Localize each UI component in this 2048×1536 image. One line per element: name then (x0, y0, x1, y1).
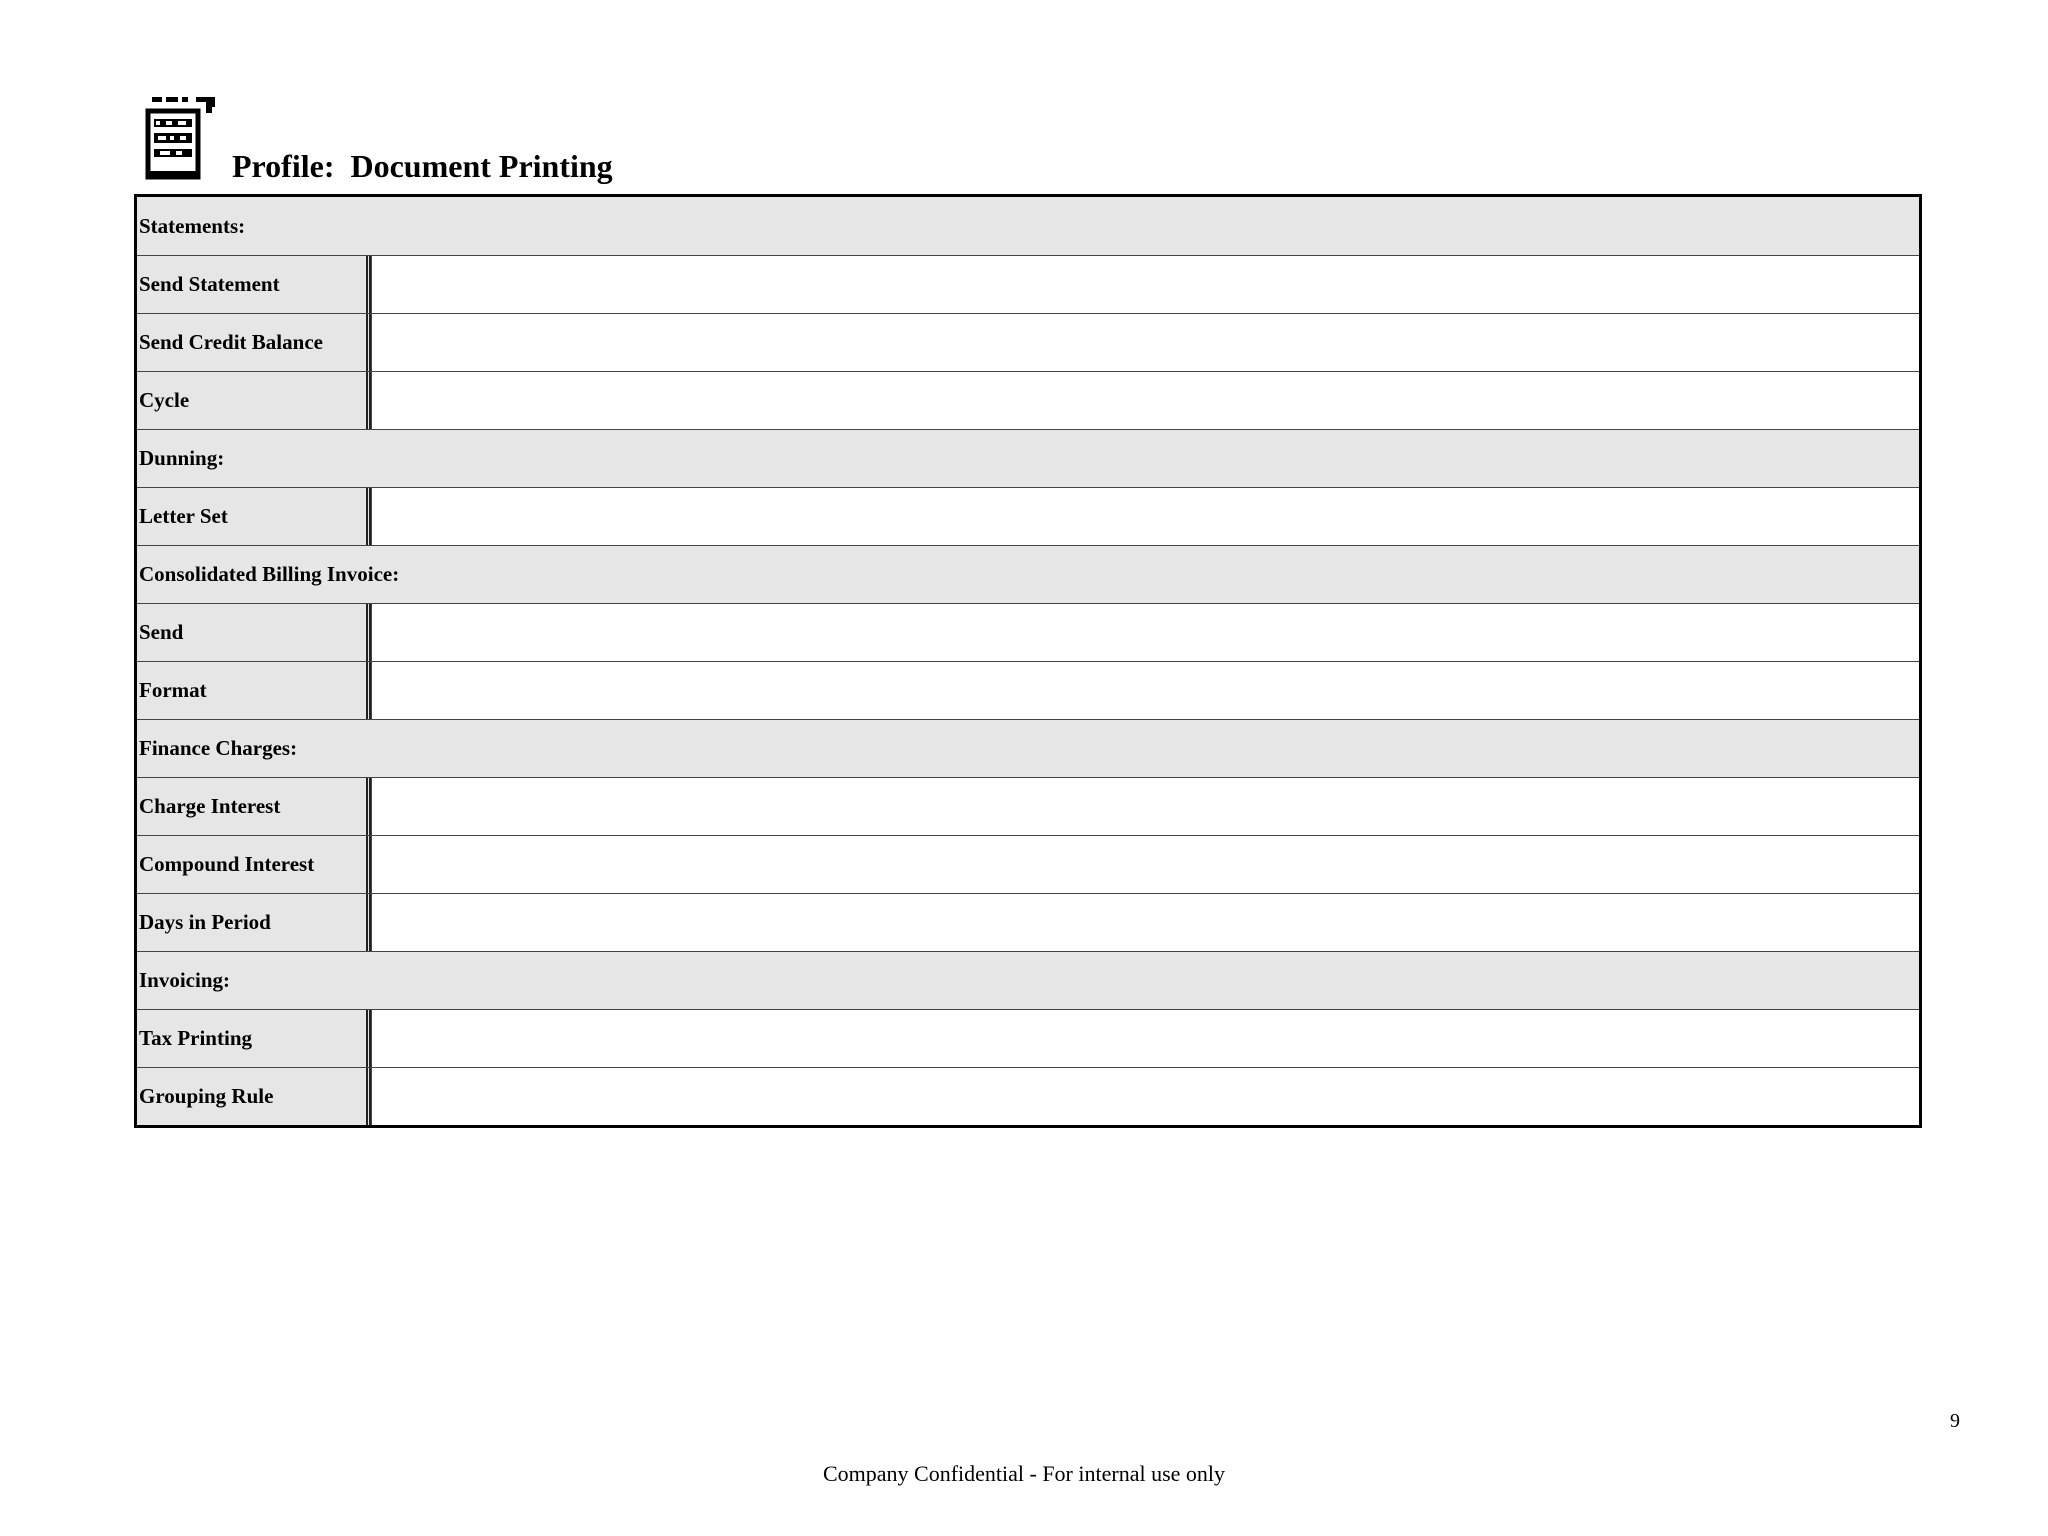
field-label: Send (137, 604, 371, 661)
format-field[interactable] (371, 662, 1919, 719)
field-label: Letter Set (137, 488, 371, 545)
field-label: Tax Printing (137, 1010, 371, 1067)
form-row (137, 313, 1919, 371)
section-header (137, 197, 1919, 255)
page-title: Profile: Document Printing (232, 148, 613, 184)
form-row (137, 1009, 1919, 1067)
form-row (137, 603, 1919, 661)
field-label: Cycle (137, 372, 371, 429)
days-in-period-field[interactable] (371, 894, 1919, 951)
section-header (137, 429, 1919, 487)
field-label: Charge Interest (137, 778, 371, 835)
document-form-icon (140, 97, 232, 183)
section-header (137, 951, 1919, 1009)
profile-form-table (134, 194, 1922, 1128)
section-title: Statements: (139, 213, 246, 238)
tax-printing-field[interactable] (371, 1010, 1919, 1067)
letter-set-field[interactable] (371, 488, 1919, 545)
section-title: Finance Charges: (139, 736, 298, 760)
section-header (137, 545, 1919, 603)
charge-interest-field[interactable] (371, 778, 1919, 835)
form-row (137, 777, 1919, 835)
field-label: Days in Period (137, 894, 371, 951)
form-row (137, 893, 1919, 951)
page-number: 9 (1950, 1410, 1960, 1432)
section-header (137, 719, 1919, 777)
form-row (137, 255, 1919, 313)
section-title: Dunning: (139, 446, 225, 470)
form-row (137, 835, 1919, 893)
field-label: Send Credit Balance (137, 314, 371, 371)
field-label: Send Statement (137, 256, 371, 313)
field-label: Grouping Rule (137, 1068, 371, 1125)
compound-interest-field[interactable] (371, 836, 1919, 893)
field-label: Compound Interest (137, 836, 371, 893)
field-label: Format (137, 662, 371, 719)
form-row (137, 487, 1919, 545)
section-title: Invoicing: (139, 968, 231, 992)
form-row (137, 661, 1919, 719)
cycle-field[interactable] (371, 372, 1919, 429)
section-title: Consolidated Billing Invoice: (139, 562, 400, 586)
grouping-rule-field[interactable] (371, 1068, 1919, 1125)
confidential-footer: Company Confidential - For internal use only (822, 1461, 1226, 1486)
form-row (137, 1067, 1919, 1125)
send-field[interactable] (371, 604, 1919, 661)
send-statement-field[interactable] (371, 256, 1919, 313)
send-credit-balance-field[interactable] (371, 314, 1919, 371)
form-row (137, 371, 1919, 429)
